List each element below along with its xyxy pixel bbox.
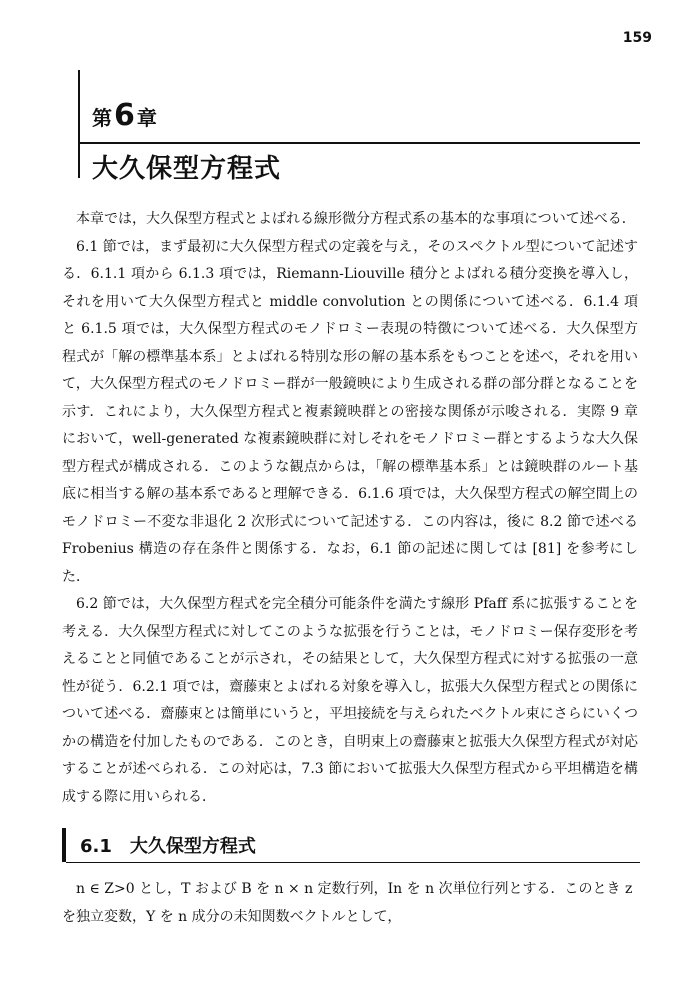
chapter-number: 6	[114, 98, 135, 133]
chapter-rule-horizontal	[78, 142, 640, 144]
paragraph: 6.1 節では，まず最初に大久保型方程式の定義を与え，そのスペクトル型について記述する．6.1.1 項から 6.1.3 項では，Riemann-Liouville 積分とよばれる積分変換を導入し，それを用いて大久保型方程式と middle convolution との関係について述べる．6.1.4 項と 6.1.5 項では，大久保型方程式のモノドロミー表現の特徴について述べる．大久保型方程式が「解の標準基本系」とよばれる特別な形の解の基本系をもつことを述べ，それを用いて，大久保型方程式のモノドロミー群が一般鏡映により生成される群の部分群となることを示す．これにより，大久保型方程式と複素鏡映群との密接な関係が示唆される．実際 9 章において，well-generated な複素鏡映群に対しそれをモノドロミー群とするような大久保型方程式が構成される．このような観点からは，「解の標準基本系」とは鏡映群のルート基底に相当する解の基本系であると理解できる．6.1.6 項では，大久保型方程式の解空間上のモノドロミー不変な非退化 2 次形式について記述する．この内容は，後に 8.2 節で述べる Frobenius 構造の存在条件と関係する．なお，6.1 節の記述に関しては [81] を参考にした．	[62, 238, 638, 585]
paragraph: 6.2 節では，大久保型方程式を完全積分可能条件を満たす線形 Pfaff 系に拡張することを考える．大久保型方程式に対してこのような拡張を行うことは，モノドロミー保存変形を考えることと同値であることが示され，その結果として，大久保型方程式に対する拡張の一意性が従う．6.2.1 項では，齋藤束とよばれる対象を導入し，拡張大久保型方程式との関係について述べる．齋藤束とは簡単にいうと，平坦接続を与えられたベクトル束にさらにいくつかの構造を付加したものである．このとき，自明束上の齋藤束と拡張大久保型方程式が対応することが述べられる．この対応は，7.3 節において拡張大久保型方程式から平坦構造を構成する際に用いられる．	[62, 596, 638, 805]
chapter-prefix: 第	[92, 106, 112, 130]
section-heading	[80, 832, 256, 858]
chapter-suffix: 章	[136, 106, 157, 130]
chapter-title: 大久保型方程式	[92, 154, 282, 184]
section-rule-vertical	[62, 828, 66, 862]
section-body	[62, 876, 638, 931]
paragraph: n ∈ Z>0 とし，T および B を n × n 定数行列，In を n 次単位行列とする．このとき z を独立変数，Y を n 成分の未知関数ベクトルとして，	[62, 881, 633, 925]
page-number: 159	[622, 30, 652, 46]
chapter-rule-vertical	[78, 70, 80, 178]
section-title: 大久保型方程式	[129, 836, 256, 857]
section-number: 6.1	[80, 836, 112, 857]
chapter-label	[92, 98, 157, 133]
section-rule-horizontal	[66, 862, 640, 863]
chapter-intro	[62, 206, 638, 811]
paragraph: 本章では，大久保型方程式とよばれる線形微分方程式系の基本的な事項について述べる．	[76, 211, 636, 227]
